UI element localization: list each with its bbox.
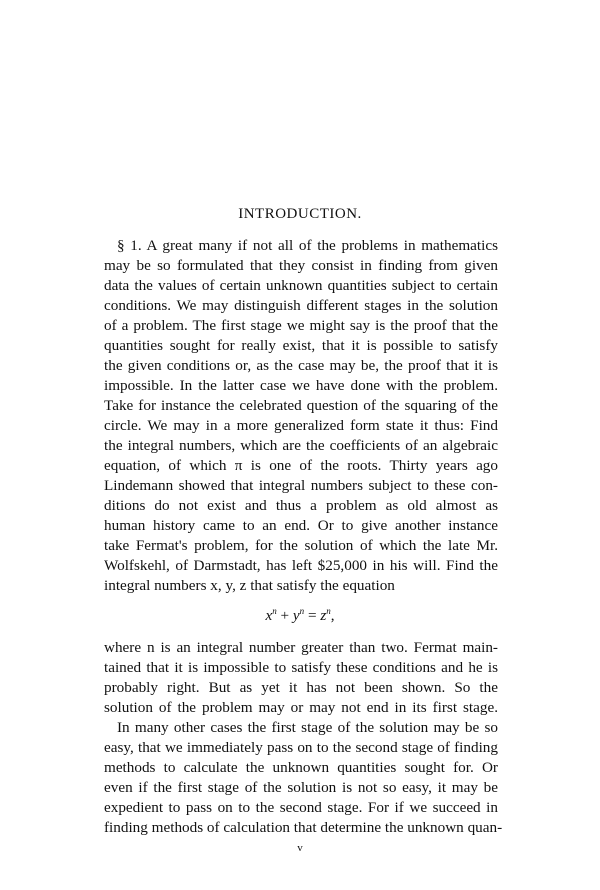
text-line: § 1. A great many if not all of the problems in mathematics [117,237,498,254]
text-line: may be so formulated that they consist in finding from given [104,257,498,274]
text-line: tained that it is impossible to satisfy these conditions and he is [104,659,498,676]
text-line: finding methods of calculation that determine the unknown quan- [104,819,503,836]
text-line: conditions. We may distinguish different stages in the solution [104,297,498,314]
text-line: Wolfskehl, of Darmstadt, has left $25,000 in his will. Find the [104,557,498,574]
text-line: impossible. In the latter case we have done with the problem. [104,377,498,394]
text-line: probably right. But as yet it has not been shown. So the [104,679,498,696]
text-line: data the values of certain unknown quantities subject to certain [104,277,498,294]
page-number: v [297,842,303,854]
text-line: where n is an integral number greater than two. Fermat main- [104,639,498,656]
text-line: methods to calculate the unknown quantities sought for. Or [104,759,498,776]
text-line: expedient to pass on to the second stage. For if we succeed in [104,799,498,816]
text-line: In many other cases the first stage of the solution may be so [117,719,498,736]
text-line: circle. We may in a more generalized form state it thus: Find [104,417,498,434]
text-line: ditions do not exist and thus a problem as old almost as [104,497,498,514]
text-line: take Fermat's problem, for the solution of which the late Mr. [104,537,498,554]
text-line: solution of the problem may or may not end in its first stage. [104,699,498,716]
text-line: Lindemann showed that integral numbers subject to these con- [104,477,498,494]
text-line: Take for instance the celebrated question of the squaring of the [104,397,498,414]
text-line: the integral numbers, which are the coefficients of an algebraic [104,437,498,454]
text-line: human history came to an end. Or to give another instance [104,517,498,534]
text-line: the given conditions or, as the case may be, the proof that it is [104,357,498,374]
equation: $x^n + y^n = z^n$, [265,606,335,625]
text-line: of a problem. The first stage we might say is the proof that the [104,317,498,334]
text-line: even if the first stage of the solution is not so easy, it may be [104,779,498,796]
chapter-title: INTRODUCTION. [238,206,362,222]
text-line: easy, that we immediately pass on to the second stage of finding [104,739,498,756]
text-line: quantities sought for really exist, that it is possible to satisfy [104,337,498,354]
text-line: integral numbers x, y, z that satisfy the equation [104,577,395,594]
text-line: equation, of which π is one of the roots. Thirty years ago [104,457,498,474]
